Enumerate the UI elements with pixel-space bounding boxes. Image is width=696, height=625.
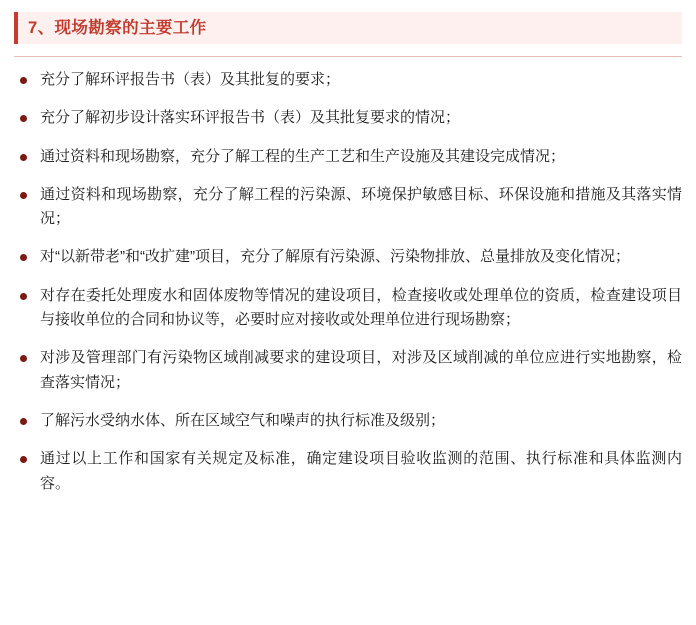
page-title: 7、现场勘察的主要工作 bbox=[28, 19, 207, 37]
list-item-label: 了解污水受纳水体、所在区域空气和噪声的执行标准及级别； bbox=[40, 411, 446, 429]
list-item bbox=[14, 106, 682, 130]
list-item bbox=[14, 409, 682, 433]
round-bullet-icon bbox=[20, 418, 27, 425]
round-bullet-icon bbox=[20, 456, 27, 463]
round-bullet-icon bbox=[20, 254, 27, 261]
list-item-label: 充分了解初步设计落实环评报告书（表）及其批复要求的情况； bbox=[40, 109, 461, 127]
list-item bbox=[14, 145, 682, 169]
header-accent-bar bbox=[14, 12, 18, 44]
list-item-label: 通过资料和现场勘察，充分了解工程的生产工艺和生产设施及其建设完成情况； bbox=[40, 147, 566, 165]
round-bullet-icon bbox=[20, 192, 27, 199]
round-bullet-icon bbox=[20, 355, 27, 362]
list-item-label: 对“以新带老”和“改扩建”项目，充分了解原有污染源、污染物排放、总量排放及变化情况； bbox=[40, 248, 630, 266]
round-bullet-icon bbox=[20, 115, 27, 122]
list-item bbox=[14, 183, 682, 232]
list-item bbox=[14, 346, 682, 395]
list-item-label: 通过资料和现场勘察，充分了解工程的污染源、环境保护敏感目标、环保设施和措施及其落实情况； bbox=[40, 185, 682, 228]
list-item bbox=[14, 245, 682, 269]
list-item bbox=[14, 447, 682, 496]
list-item-label: 充分了解环评报告书（表）及其批复的要求； bbox=[40, 71, 341, 88]
list-item-label: 通过以上工作和国家有关规定及标准，确定建设项目验收监测的范围、执行标准和具体监测内容。 bbox=[40, 450, 682, 492]
round-bullet-icon bbox=[20, 77, 27, 84]
header-divider bbox=[14, 56, 682, 57]
bullet-list bbox=[14, 68, 682, 510]
list-item bbox=[14, 68, 682, 92]
section-header bbox=[14, 12, 682, 44]
list-item-label: 对存在委托处理废水和固体废物等情况的建设项目，检查接收或处理单位的资质，检查建设项目与接收单位的合同和协议等，必要时应对接收或处理单位进行现场勘察； bbox=[40, 286, 682, 329]
list-item bbox=[14, 284, 682, 333]
round-bullet-icon bbox=[20, 154, 27, 161]
round-bullet-icon bbox=[20, 293, 27, 300]
list-item-label: 对涉及管理部门有污染物区域削减要求的建设项目，对涉及区域削减的单位应进行实地勘察，检查落实情况； bbox=[40, 349, 682, 391]
document-page bbox=[0, 12, 696, 625]
